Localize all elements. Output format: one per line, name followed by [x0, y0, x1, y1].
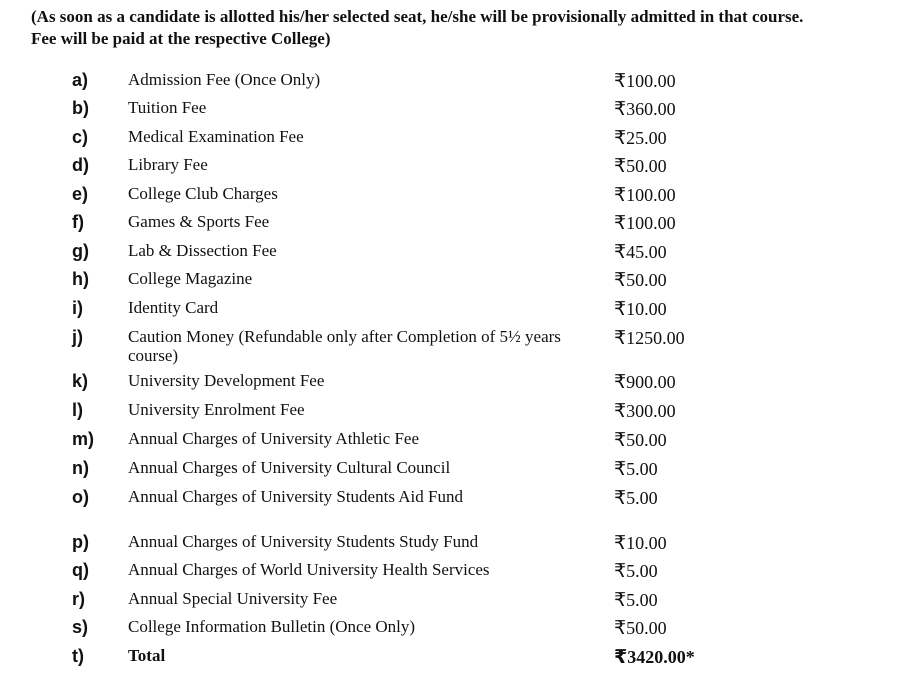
rupee-icon: ₹ — [614, 212, 627, 234]
rupee-icon: ₹ — [614, 617, 627, 639]
fee-label: Medical Examination Fee — [128, 127, 304, 146]
amount-value: 25.00 — [626, 128, 667, 148]
fee-label: Tuition Fee — [128, 98, 207, 117]
fee-label: Annual Charges of University Students Study Fund — [128, 532, 479, 551]
amount-value: 50.00 — [626, 270, 667, 290]
fee-label: Annual Charges of University Cultural Council — [128, 458, 451, 477]
rupee-icon: ₹ — [614, 327, 627, 349]
rupee-icon: ₹ — [614, 487, 627, 509]
fee-amount — [614, 458, 658, 480]
amount-value: 50.00 — [626, 618, 667, 638]
item-letter: p) — [72, 532, 89, 552]
fee-amount — [614, 269, 667, 291]
fee-amount — [614, 589, 658, 611]
rupee-icon: ₹ — [614, 98, 627, 120]
amount-value: 5.00 — [626, 590, 658, 610]
amount-value: 5.00 — [626, 488, 658, 508]
fee-label: Caution Money (Refundable only after Completion of 5½ years course) — [128, 327, 561, 365]
fee-amount — [614, 70, 676, 92]
rupee-icon: ₹ — [614, 458, 627, 480]
amount-value: 300.00 — [626, 401, 676, 421]
item-letter: e) — [72, 184, 89, 204]
rupee-icon: ₹ — [614, 371, 627, 393]
item-letter: j) — [72, 327, 83, 347]
item-letter: o) — [72, 487, 89, 507]
item-letter: k) — [72, 371, 89, 391]
amount-value: 100.00 — [626, 185, 676, 205]
fee-label: Annual Charges of University Students Aid Fund — [128, 487, 463, 506]
item-letter: r) — [72, 589, 85, 609]
amount-value: 100.00 — [626, 71, 676, 91]
rupee-icon: ₹ — [614, 532, 627, 554]
fee-label: Admission Fee (Once Only) — [128, 70, 321, 89]
item-letter: i) — [72, 298, 83, 318]
amount-value: 50.00 — [626, 156, 667, 176]
amount-value: 10.00 — [626, 533, 667, 553]
fee-note-line-1: (As soon as a candidate is allotted his/her selected seat, he/she will be provisionally admitted in that course. — [31, 7, 804, 26]
fee-amount — [614, 184, 676, 206]
fee-amount — [614, 241, 667, 263]
fee-amount — [614, 617, 667, 639]
rupee-icon: ₹ — [614, 646, 628, 668]
rupee-icon: ₹ — [614, 127, 627, 149]
fee-label: Lab & Dissection Fee — [128, 241, 277, 260]
fee-label: Annual Special University Fee — [128, 589, 338, 608]
rupee-icon: ₹ — [614, 589, 627, 611]
fee-label: Annual Charges of World University Health Services — [128, 560, 490, 579]
amount-value: 1250.00 — [626, 328, 685, 348]
fee-label: Games & Sports Fee — [128, 212, 270, 231]
fee-label: College Club Charges — [128, 184, 278, 203]
fee-amount — [614, 532, 667, 554]
fee-label: University Enrolment Fee — [128, 400, 305, 419]
amount-value: 900.00 — [626, 372, 676, 392]
item-letter: d) — [72, 155, 89, 175]
total-amount — [614, 646, 695, 668]
fee-amount — [614, 429, 667, 451]
fee-amount — [614, 127, 667, 149]
item-letter: b) — [72, 98, 89, 118]
rupee-icon: ₹ — [614, 400, 627, 422]
rupee-icon: ₹ — [614, 241, 627, 263]
fee-amount — [614, 298, 667, 320]
item-letter: h) — [72, 269, 89, 289]
fee-label: Annual Charges of University Athletic Fee — [128, 429, 419, 448]
fee-amount — [614, 400, 676, 422]
item-letter: t) — [72, 646, 84, 666]
fee-note — [31, 6, 906, 50]
item-letter: m) — [72, 429, 94, 449]
fee-amount — [614, 212, 676, 234]
fee-amount — [614, 98, 676, 120]
fee-amount — [614, 487, 658, 509]
fee-label: College Magazine — [128, 269, 253, 288]
item-letter: q) — [72, 560, 89, 580]
item-letter: s) — [72, 617, 89, 637]
rupee-icon: ₹ — [614, 155, 627, 177]
fee-amount — [614, 327, 685, 349]
fee-label: College Information Bulletin (Once Only) — [128, 617, 416, 636]
fee-amount — [614, 371, 676, 393]
rupee-icon: ₹ — [614, 70, 627, 92]
amount-value: 360.00 — [626, 99, 676, 119]
rupee-icon: ₹ — [614, 560, 627, 582]
rupee-icon: ₹ — [614, 298, 627, 320]
rupee-icon: ₹ — [614, 184, 627, 206]
rupee-icon: ₹ — [614, 429, 627, 451]
amount-value: 5.00 — [626, 561, 658, 581]
fee-label: Library Fee — [128, 155, 208, 174]
fee-label: University Development Fee — [128, 371, 325, 390]
fee-amount — [614, 560, 658, 582]
item-letter: a) — [72, 70, 89, 90]
amount-value: 10.00 — [626, 299, 667, 319]
item-letter: g) — [72, 241, 89, 261]
item-letter: l) — [72, 400, 83, 420]
item-letter: c) — [72, 127, 89, 147]
amount-value: 45.00 — [626, 242, 667, 262]
item-letter: f) — [72, 212, 84, 232]
amount-value: 50.00 — [626, 430, 667, 450]
fee-note-line-2: Fee will be paid at the respective College) — [31, 29, 331, 48]
item-letter: n) — [72, 458, 89, 478]
amount-value: 3420.00* — [627, 647, 695, 667]
fee-label: Identity Card — [128, 298, 219, 317]
total-label: Total — [128, 646, 166, 665]
rupee-icon: ₹ — [614, 269, 627, 291]
amount-value: 5.00 — [626, 459, 658, 479]
fee-amount — [614, 155, 667, 177]
amount-value: 100.00 — [626, 213, 676, 233]
